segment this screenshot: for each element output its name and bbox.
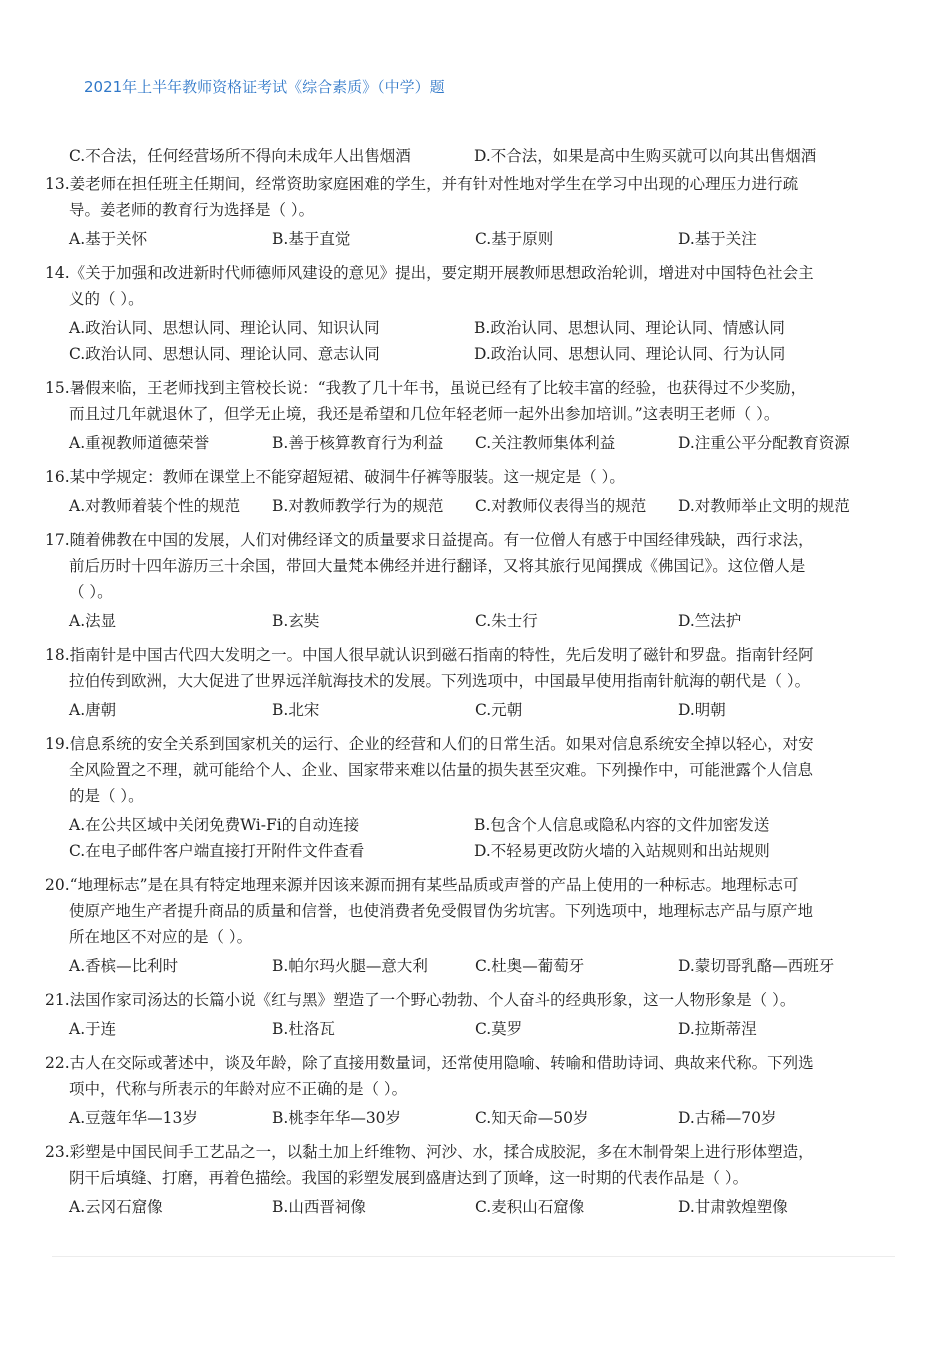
option-b[interactable]: B.包含个人信息或隐私内容的文件加密发送 bbox=[474, 816, 770, 834]
option-d[interactable]: D.蒙切哥乳酪—西班牙 bbox=[678, 957, 835, 975]
option-d[interactable]: D.不合法，如果是高中生购买就可以向其出售烟酒 bbox=[474, 147, 817, 165]
question-stem bbox=[45, 527, 880, 605]
question-16 bbox=[45, 464, 880, 519]
options-row bbox=[69, 226, 880, 252]
answer-options bbox=[69, 608, 880, 634]
option-a[interactable]: A.重视教师道德荣誉 bbox=[69, 434, 210, 452]
question-text-line: 15.暑假来临，王老师找到主管校长说：“我教了几十年书，虽说已经有了比较丰富的经验，也获得过不少奖励， bbox=[45, 379, 807, 397]
question-22 bbox=[45, 1050, 880, 1131]
option-d[interactable]: D.甘肃敦煌塑像 bbox=[678, 1198, 788, 1216]
question-text-line: 而且过几年就退休了，但学无止境，我还是希望和几位年轻老师一起外出参加培训。”这表明王老师（ ）。 bbox=[69, 405, 780, 423]
question-stem bbox=[45, 731, 880, 809]
question-text-line: 项中，代称与所表示的年龄对应不正确的是（ ）。 bbox=[69, 1080, 408, 1098]
answer-options bbox=[69, 1105, 880, 1131]
option-c[interactable]: C.不合法，任何经营场所不得向未成年人出售烟酒 bbox=[69, 147, 411, 165]
option-d[interactable]: D.拉斯蒂涅 bbox=[678, 1020, 757, 1038]
option-a[interactable]: A.于连 bbox=[69, 1020, 117, 1038]
question-19 bbox=[45, 731, 880, 864]
question-text-line: 22.古人在交际或著述中，谈及年龄，除了直接用数量词，还常使用隐喻、转喻和借助诗词、典故来代称。下列选 bbox=[45, 1054, 814, 1072]
option-c[interactable]: C.杜奥—葡萄牙 bbox=[475, 957, 585, 975]
answer-options bbox=[69, 315, 880, 367]
option-d[interactable]: D.竺法护 bbox=[678, 612, 742, 630]
question-text-line: 全风险置之不理，就可能给个人、企业、国家带来难以估量的损失甚至灾难。下列操作中，可能泄露个人信息 bbox=[69, 761, 814, 779]
option-c[interactable]: C.关注教师集体利益 bbox=[475, 434, 616, 452]
option-a[interactable]: A.豆蔻年华—13岁 bbox=[69, 1109, 198, 1127]
option-a[interactable]: A.基于关怀 bbox=[69, 230, 148, 248]
option-b[interactable]: B.桃李年华—30岁 bbox=[272, 1109, 402, 1127]
option-c[interactable]: C.政治认同、思想认同、理论认同、意志认同 bbox=[69, 345, 380, 363]
question-stem bbox=[45, 375, 880, 427]
answer-options bbox=[69, 812, 880, 864]
answer-options bbox=[69, 1194, 880, 1220]
question-text-line: 所在地区不对应的是（ ）。 bbox=[69, 928, 253, 946]
options-row bbox=[69, 341, 880, 367]
option-a[interactable]: A.对教师着装个性的规范 bbox=[69, 497, 241, 515]
question-20 bbox=[45, 872, 880, 979]
option-b[interactable]: B.玄奘 bbox=[272, 612, 320, 630]
document-header-title: 2021年上半年教师资格证考试《综合素质》（中学）题 bbox=[84, 78, 445, 96]
footer-divider bbox=[52, 1256, 895, 1257]
option-a[interactable]: A.在公共区域中关闭免费Wi-Fi的自动连接 bbox=[69, 816, 360, 834]
question-text-line: 19.信息系统的安全关系到国家机关的运行、企业的经营和人们的日常生活。如果对信息系统安全掉以轻心，对安 bbox=[45, 735, 814, 753]
question-stem bbox=[45, 171, 880, 223]
option-b[interactable]: B.山西晋祠像 bbox=[272, 1198, 366, 1216]
answer-options bbox=[69, 430, 880, 456]
question-stem bbox=[45, 642, 880, 694]
question-text-line: 17.随着佛教在中国的发展，人们对佛经译文的质量要求日益提高。有一位僧人有感于中国经律残缺，西行求法， bbox=[45, 531, 814, 549]
option-c[interactable]: C.麦积山石窟像 bbox=[475, 1198, 585, 1216]
options-row bbox=[69, 697, 880, 723]
options-row bbox=[69, 812, 880, 838]
option-c[interactable]: C.莫罗 bbox=[475, 1020, 523, 1038]
question-18 bbox=[45, 642, 880, 723]
option-d[interactable]: D.不轻易更改防火墙的入站规则和出站规则 bbox=[474, 842, 770, 860]
option-d[interactable]: D.古稀—70岁 bbox=[678, 1109, 777, 1127]
question-text-line: 14.《关于加强和改进新时代师德师风建设的意见》提出，要定期开展教师思想政治轮训，增进对中国特色社会主 bbox=[45, 264, 814, 282]
question-stem bbox=[45, 987, 880, 1013]
options-row bbox=[69, 953, 880, 979]
option-b[interactable]: B.帕尔玛火腿—意大利 bbox=[272, 957, 428, 975]
question-17 bbox=[45, 527, 880, 634]
question-14 bbox=[45, 260, 880, 367]
option-a[interactable]: A.唐朝 bbox=[69, 701, 117, 719]
question-list bbox=[45, 143, 880, 1228]
option-a[interactable]: A.香槟—比利时 bbox=[69, 957, 179, 975]
options-row bbox=[69, 608, 880, 634]
option-c[interactable]: C.对教师仪表得当的规范 bbox=[475, 497, 647, 515]
question-text-line: 前后历时十四年游历三十余国，带回大量梵本佛经并进行翻译，又将其旅行见闻撰成《佛国记》。这位僧人是 bbox=[69, 557, 806, 575]
answer-options bbox=[69, 1016, 880, 1042]
question-text-line: 使原产地生产者提升商品的质量和信誉，也使消费者免受假冒伪劣坑害。下列选项中，地理标志产品与原产地 bbox=[69, 902, 814, 920]
question-15 bbox=[45, 375, 880, 456]
question-text-line: 20.“地理标志”是在具有特定地理来源并因该来源而拥有某些品质或声誉的产品上使用的一种标志。地理标志可 bbox=[45, 876, 799, 894]
option-b[interactable]: B.基于直觉 bbox=[272, 230, 351, 248]
answer-options bbox=[69, 226, 880, 252]
option-c[interactable]: C.在电子邮件客户端直接打开附件文件查看 bbox=[69, 842, 365, 860]
options-row bbox=[69, 315, 880, 341]
question-text-line: 13.姜老师在担任班主任期间，经常资助家庭困难的学生，并有针对性地对学生在学习中出现的心理压力进行疏 bbox=[45, 175, 799, 193]
options-row bbox=[69, 1194, 880, 1220]
option-c[interactable]: C.知天命—50岁 bbox=[475, 1109, 589, 1127]
question-stem bbox=[45, 464, 880, 490]
question-stem bbox=[45, 872, 880, 950]
question-text-line: 16.某中学规定：教师在课堂上不能穿超短裙、破洞牛仔裤等服装。这一规定是（ ）。 bbox=[45, 468, 625, 486]
options-row bbox=[69, 1016, 880, 1042]
option-d[interactable]: D.注重公平分配教育资源 bbox=[678, 434, 850, 452]
question-text-line: 拉伯传到欧洲，大大促进了世界远洋航海技术的发展。下列选项中，中国最早使用指南针航海的朝代是（ ）。 bbox=[69, 672, 811, 690]
question-13 bbox=[45, 171, 880, 252]
answer-options bbox=[69, 697, 880, 723]
option-a[interactable]: A.云冈石窟像 bbox=[69, 1198, 163, 1216]
option-b[interactable]: B.杜洛瓦 bbox=[272, 1020, 335, 1038]
leading-options bbox=[69, 143, 880, 169]
option-a[interactable]: A.政治认同、思想认同、理论认同、知识认同 bbox=[69, 319, 380, 337]
question-text-line: 阴干后填缝、打磨，再着色描绘。我国的彩塑发展到盛唐达到了顶峰，这一时期的代表作品是（ ）。 bbox=[69, 1169, 749, 1187]
question-text-line: 导。姜老师的教育行为选择是（ ）。 bbox=[69, 201, 315, 219]
option-c[interactable]: C.基于原则 bbox=[475, 230, 554, 248]
question-stem bbox=[45, 260, 880, 312]
option-a[interactable]: A.法显 bbox=[69, 612, 117, 630]
question-text-line: 义的（ ）。 bbox=[69, 290, 144, 308]
options-row bbox=[69, 838, 880, 864]
question-stem bbox=[45, 1050, 880, 1102]
options-row bbox=[69, 430, 880, 456]
option-b[interactable]: B.北宋 bbox=[272, 701, 320, 719]
option-c[interactable]: C.元朝 bbox=[475, 701, 523, 719]
option-b[interactable]: B.善于核算教育行为利益 bbox=[272, 434, 444, 452]
question-text-line: （ ）。 bbox=[69, 583, 113, 601]
answer-options bbox=[69, 953, 880, 979]
question-text-line: 21.法国作家司汤达的长篇小说《红与黑》塑造了一个野心勃勃、个人奋斗的经典形象，这一人物形象是（ ）。 bbox=[45, 991, 796, 1009]
question-text-line: 18.指南针是中国古代四大发明之一。中国人很早就认识到磁石指南的特性，先后发明了磁针和罗盘。指南针经阿 bbox=[45, 646, 814, 664]
option-d[interactable]: D.基于关注 bbox=[678, 230, 757, 248]
question-stem bbox=[45, 1139, 880, 1191]
option-b[interactable]: B.对教师教学行为的规范 bbox=[272, 497, 444, 515]
option-c[interactable]: C.朱士行 bbox=[475, 612, 538, 630]
question-text-line: 的是（ ）。 bbox=[69, 787, 144, 805]
question-21 bbox=[45, 987, 880, 1042]
option-b[interactable]: B.政治认同、思想认同、理论认同、情感认同 bbox=[474, 319, 785, 337]
question-text-line: 23.彩塑是中国民间手工艺品之一，以黏土加上纤维物、河沙、水，揉合成胶泥，多在木制骨架上进行形体塑造， bbox=[45, 1143, 814, 1161]
option-d[interactable]: D.政治认同、思想认同、理论认同、行为认同 bbox=[474, 345, 786, 363]
answer-options bbox=[69, 493, 880, 519]
options-row bbox=[69, 1105, 880, 1131]
option-d[interactable]: D.明朝 bbox=[678, 701, 726, 719]
question-23 bbox=[45, 1139, 880, 1220]
option-d[interactable]: D.对教师举止文明的规范 bbox=[678, 497, 850, 515]
options-row bbox=[69, 493, 880, 519]
